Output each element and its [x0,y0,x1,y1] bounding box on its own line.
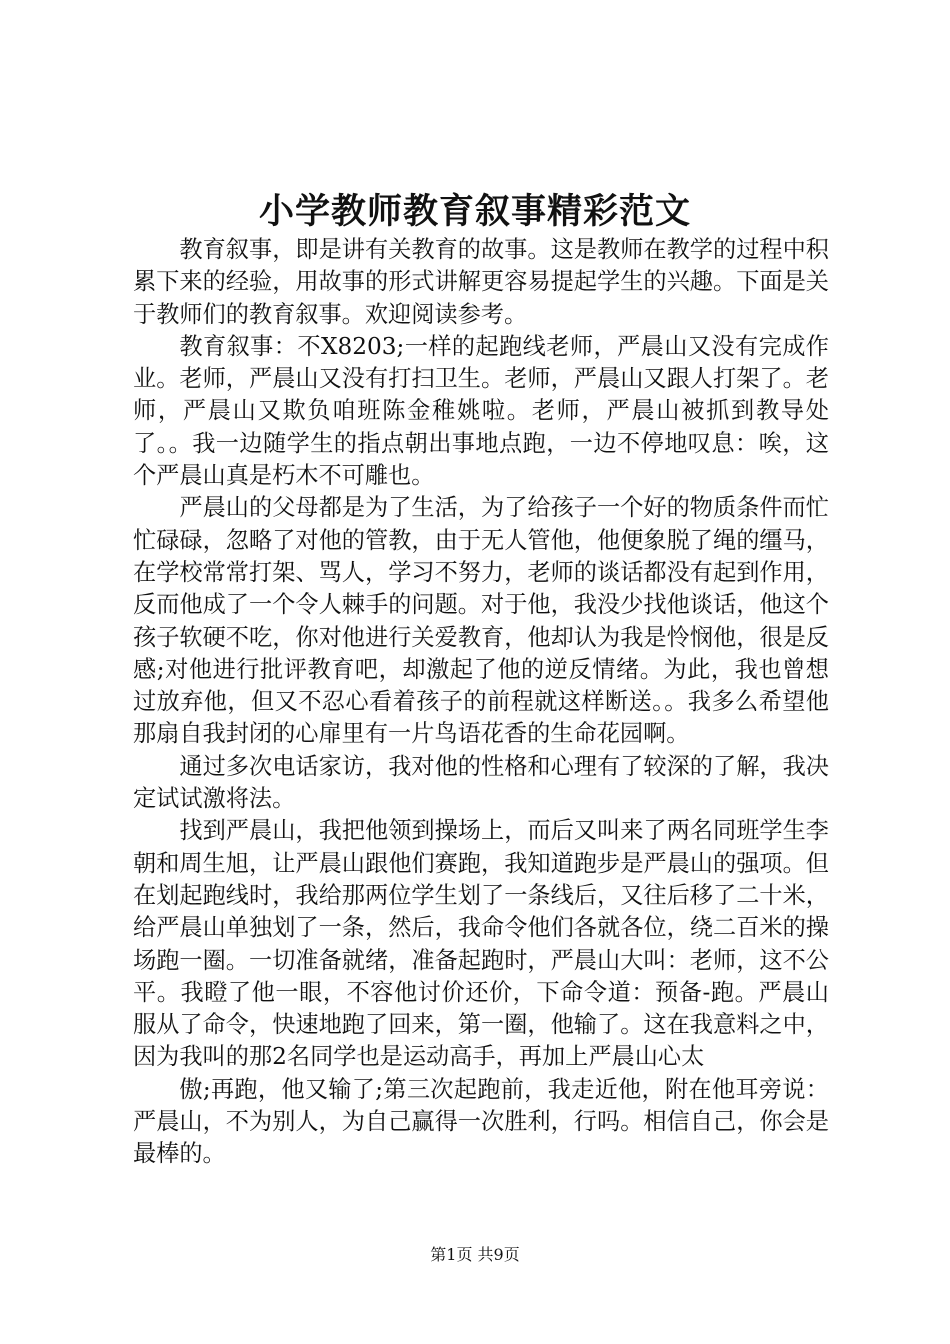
paragraph-home-visit: 通过多次电话家访，我对他的性格和心理有了较深的了解，我决定试试激将法。 [133,752,829,813]
paragraph-intro: 教育叙事，即是讲有关教育的故事。这是教师在教学的过程中积累下来的经验，用故事的形式讲解更容易提起学生的兴趣。下面是关于教师们的教育叙事。欢迎阅读参考。 [133,236,829,328]
paragraph-narrative-opening: 教育叙事：不X8203;一样的起跑线老师，严晨山又没有完成作业。老师，严晨山又没有打扫卫生。老师，严晨山又跟人打架了。老师，严晨山又欺负咱班陈金稚姚啦。老师，严晨山被抓到教导处了。。我一边随学生的指点朝出事地点跑，一边不停地叹息：唉，这个严晨山真是朽木不可雕也。 [133,332,829,490]
page-footer: 第1页 共9页 [430,1245,520,1264]
paragraph-race: 找到严晨山，我把他领到操场上，而后又叫来了两名同班学生李朝和周生旭，让严晨山跟他们赛跑，我知道跑步是严晨山的强项。但在划起跑线时，我给那两位学生划了一条线后，又往后移了二十米，给严晨山单独划了一条，然后，我命令他们各就各位，绕二百米的操场跑一圈。一切准备就绪，准备起跑时，严晨山大叫：老师，这不公平。我瞪了他一眼，不容他讨价还价，下命令道：预备-跑。严晨山服从了命令，快速地跑了回来，第一圈，他输了。这在我意料之中，因为我叫的那2名同学也是运动高手，再加上严晨山心太 [133,817,829,1071]
paragraph-race-continued: 傲;再跑，他又输了;第三次起跑前，我走近他，附在他耳旁说：严晨山，不为别人，为自己赢得一次胜利，行吗。相信自己，你会是最棒的。 [133,1075,829,1168]
paragraph-background: 严晨山的父母都是为了生活，为了给孩子一个好的物质条件而忙忙碌碌，忽略了对他的管教，由于无人管他，他便象脱了绳的缰马，在学校常常打架、骂人，学习不努力，老师的谈话都没有起到作用，反而他成了一个令人棘手的问题。对于他，我没少找他谈话，他这个孩子软硬不吃，你对他进行关爱教育，他却认为我是怜悯他，很是反感;对他进行批评教育吧，却激起了他的逆反情绪。为此，我也曾想过放弃他，但又不忍心看着孩子的前程就这样断送。。我多么希望他那扇自我封闭的心扉里有一片鸟语花香的生命花园啊。 [133,494,829,748]
document-title: 小学教师教育叙事精彩范文 [258,191,691,232]
document-body [133,234,829,1171]
